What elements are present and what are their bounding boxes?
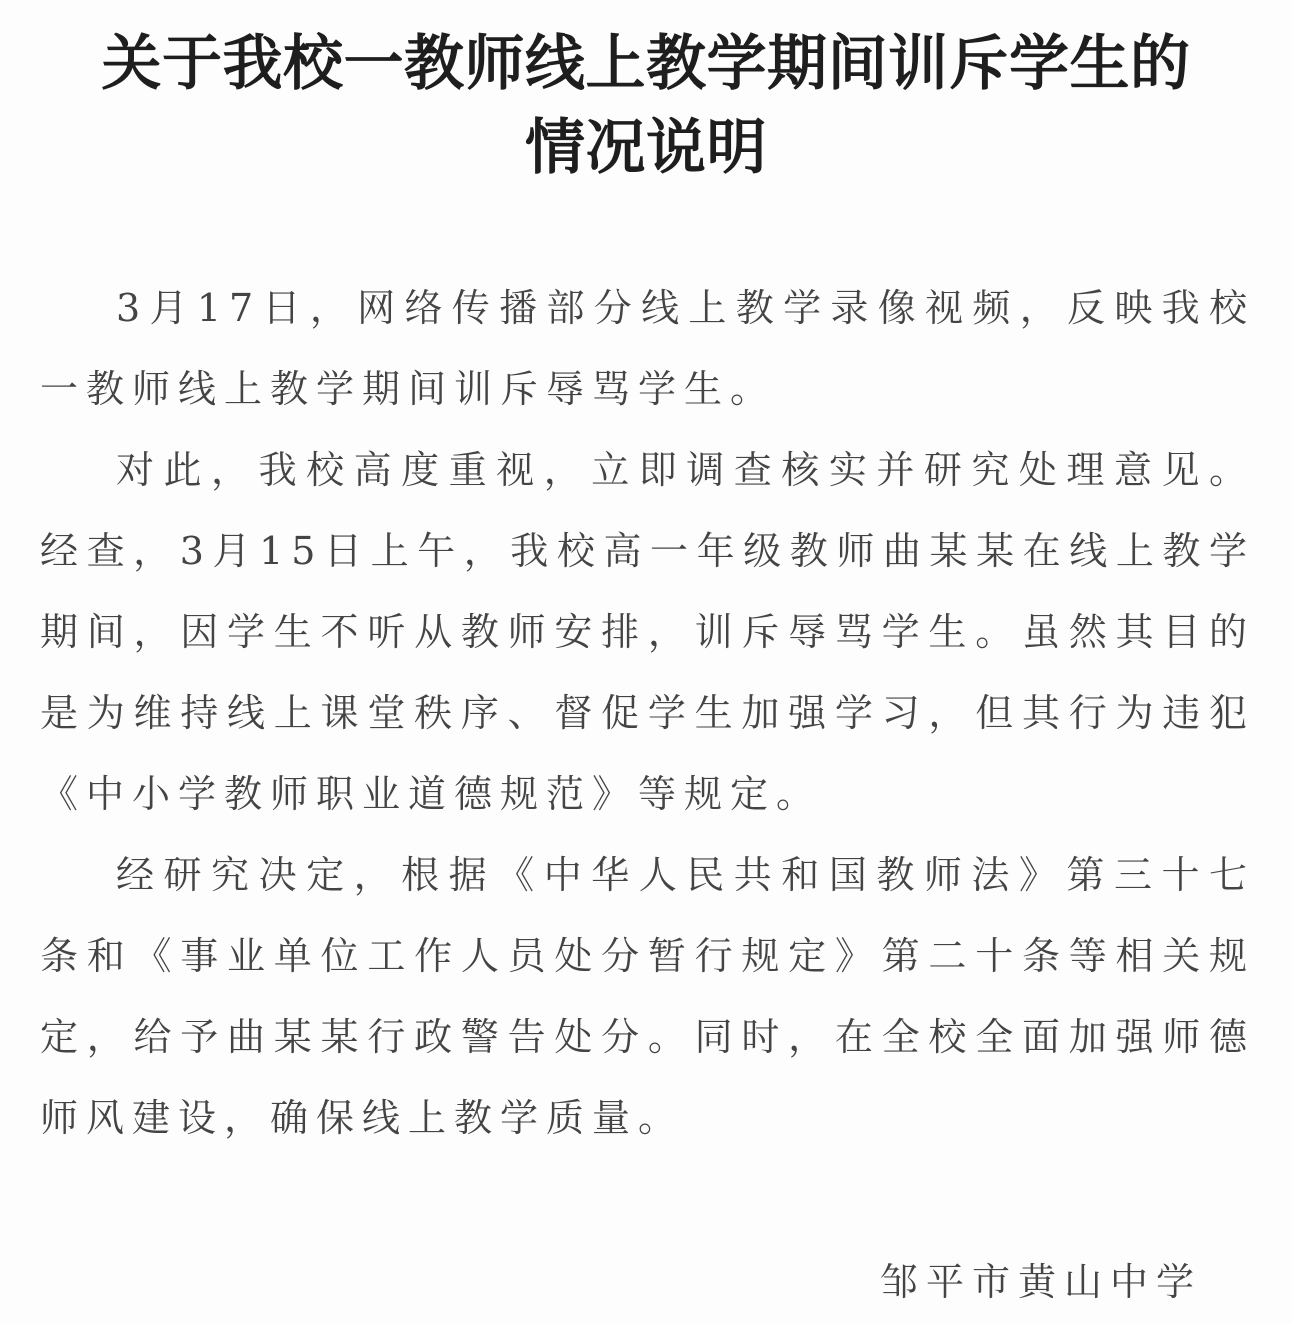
document-body: [40, 268, 1255, 1159]
paragraph-1: 3月17日，网络传播部分线上教学录像视频，反映我校一教师线上教学期间训斥辱骂学生。: [40, 286, 1255, 411]
title-line-1: 关于我校一教师线上教学期间训斥学生的: [101, 29, 1191, 99]
paragraph-3: 经研究决定，根据《中华人民共和国教师法》第三十七条和《事业单位工作人员处分暂行规定》第二十条等相关规定，给予曲某某行政警告处分。同时，在全校全面加强师德师风建设，确保线上教学质量。: [40, 853, 1255, 1140]
paragraph-2: 对此，我校高度重视，立即调查核实并研究处理意见。经查，3月15日上午，我校高一年级教师曲某某在线上教学期间，因学生不听从教师安排，训斥辱骂学生。虽然其目的是为维持线上课堂秩序、督促学生加强学习，但其行为违犯《中小学教师职业道德规范》等规定。: [40, 448, 1255, 816]
document-title: [0, 22, 1292, 190]
title-line-2: 情况说明: [525, 113, 767, 183]
issuer-signature: 邹平市黄山中学: [880, 1260, 1203, 1304]
